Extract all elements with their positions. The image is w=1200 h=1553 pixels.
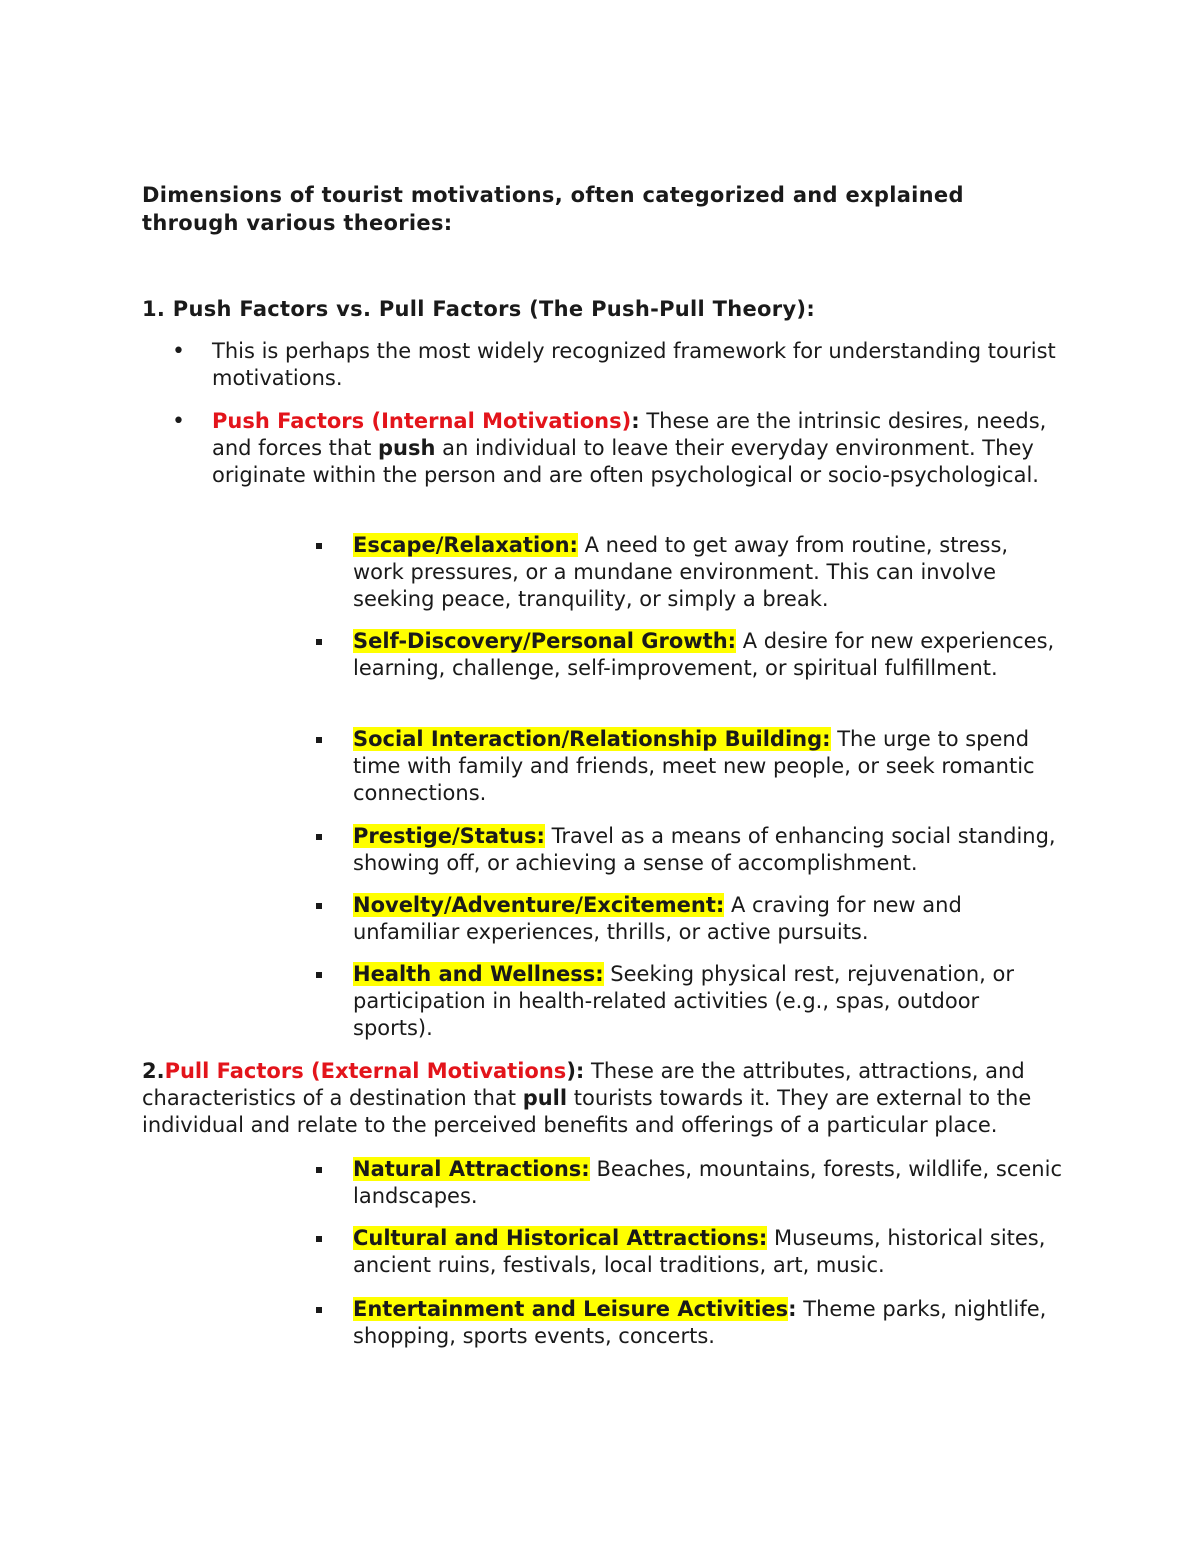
list-item xyxy=(142,338,1062,392)
list-item: Cultural and Historical Attractions: Museums, historical sites, ancient ruins, festivals, local traditions, art, music. xyxy=(316,1225,1062,1279)
highlighted-label: Escape/Relaxation: xyxy=(353,533,578,557)
list-item: Escape/Relaxation: A need to get away from routine, stress, work pressures, or a mundane environment. This can involve seeking peace, tranquility, or simply a break. xyxy=(316,532,1062,613)
highlighted-label: Social Interaction/Relationship Building: xyxy=(353,727,831,751)
pull-keyword: pull xyxy=(522,1086,568,1110)
list-item: Self-Discovery/Personal Growth: A desire for new experiences, learning, challenge, self-improvement, or spiritual fulfillment. xyxy=(316,628,1062,682)
square-bullet-icon xyxy=(316,639,322,645)
section-1-title: 1. Push Factors vs. Pull Factors (The Push-Pull Theory): xyxy=(142,297,816,321)
section-2-number: 2. xyxy=(142,1059,165,1083)
square-bullet-icon xyxy=(316,543,322,549)
bullet-icon: • xyxy=(172,409,185,434)
list-item-push-factors xyxy=(142,408,1062,489)
square-bullet-icon xyxy=(316,737,322,743)
square-bullet-icon xyxy=(316,972,322,978)
list-item: Novelty/Adventure/Excitement: A craving for new and unfamiliar experiences, thrills, or active pursuits. xyxy=(316,892,1062,946)
list-item: Natural Attractions: Beaches, mountains, forests, wildlife, scenic landscapes. xyxy=(316,1156,1062,1210)
square-bullet-icon xyxy=(316,1307,322,1313)
list-item: Social Interaction/Relationship Building: The urge to spend time with family and friends, meet new people, or seek romantic connections. xyxy=(316,726,1062,807)
bullet-icon: • xyxy=(172,339,185,364)
square-bullet-icon xyxy=(316,1167,322,1173)
list-item: Prestige/Status: Travel as a means of enhancing social standing, showing off, or achieving a sense of accomplishment. xyxy=(316,823,1062,877)
highlighted-label: Novelty/Adventure/Excitement: xyxy=(353,893,725,917)
push-factors-label: Push Factors (Internal Motivations) xyxy=(212,409,632,433)
list-item: Entertainment and Leisure Activities: Theme parks, nightlife, shopping, sports events, concerts. xyxy=(316,1296,1062,1350)
document-heading: Dimensions of tourist motivations, often categorized and explained through various theories: xyxy=(142,183,964,235)
push-keyword: push xyxy=(378,436,436,460)
list-item: Health and Wellness: Seeking physical rest, rejuvenation, or participation in health-related activities (e.g., spas, outdoor sports). xyxy=(316,961,1062,1042)
highlighted-label: Cultural and Historical Attractions: xyxy=(353,1226,768,1250)
highlighted-label: Natural Attractions: xyxy=(353,1157,590,1181)
section-2-paragraph: 2.Pull Factors (External Motivations): These are the attributes, attractions, and characteristics of a destination that pull tourists towards it. They are external to the individual and relate to the perceived benefits and offerings of a particular place. xyxy=(142,1059,1032,1137)
pull-factors-label: Pull Factors (External Motivations xyxy=(164,1059,567,1083)
square-bullet-icon xyxy=(316,1236,322,1242)
highlighted-label: Entertainment and Leisure Activities xyxy=(353,1297,789,1321)
bullet-text: This is perhaps the most widely recognized framework for understanding tourist motivations. xyxy=(212,339,1056,390)
square-bullet-icon xyxy=(316,834,322,840)
highlighted-label: Health and Wellness: xyxy=(353,962,604,986)
highlighted-label: Self-Discovery/Personal Growth: xyxy=(353,629,737,653)
square-bullet-icon xyxy=(316,903,322,909)
highlighted-label: Prestige/Status: xyxy=(353,824,545,848)
bullet-text: Push Factors (Internal Motivations): These are the intrinsic desires, needs, and forces that push an individual to leave their everyday environment. They originate within the person and are often psychological or socio-psychological. xyxy=(212,409,1047,487)
